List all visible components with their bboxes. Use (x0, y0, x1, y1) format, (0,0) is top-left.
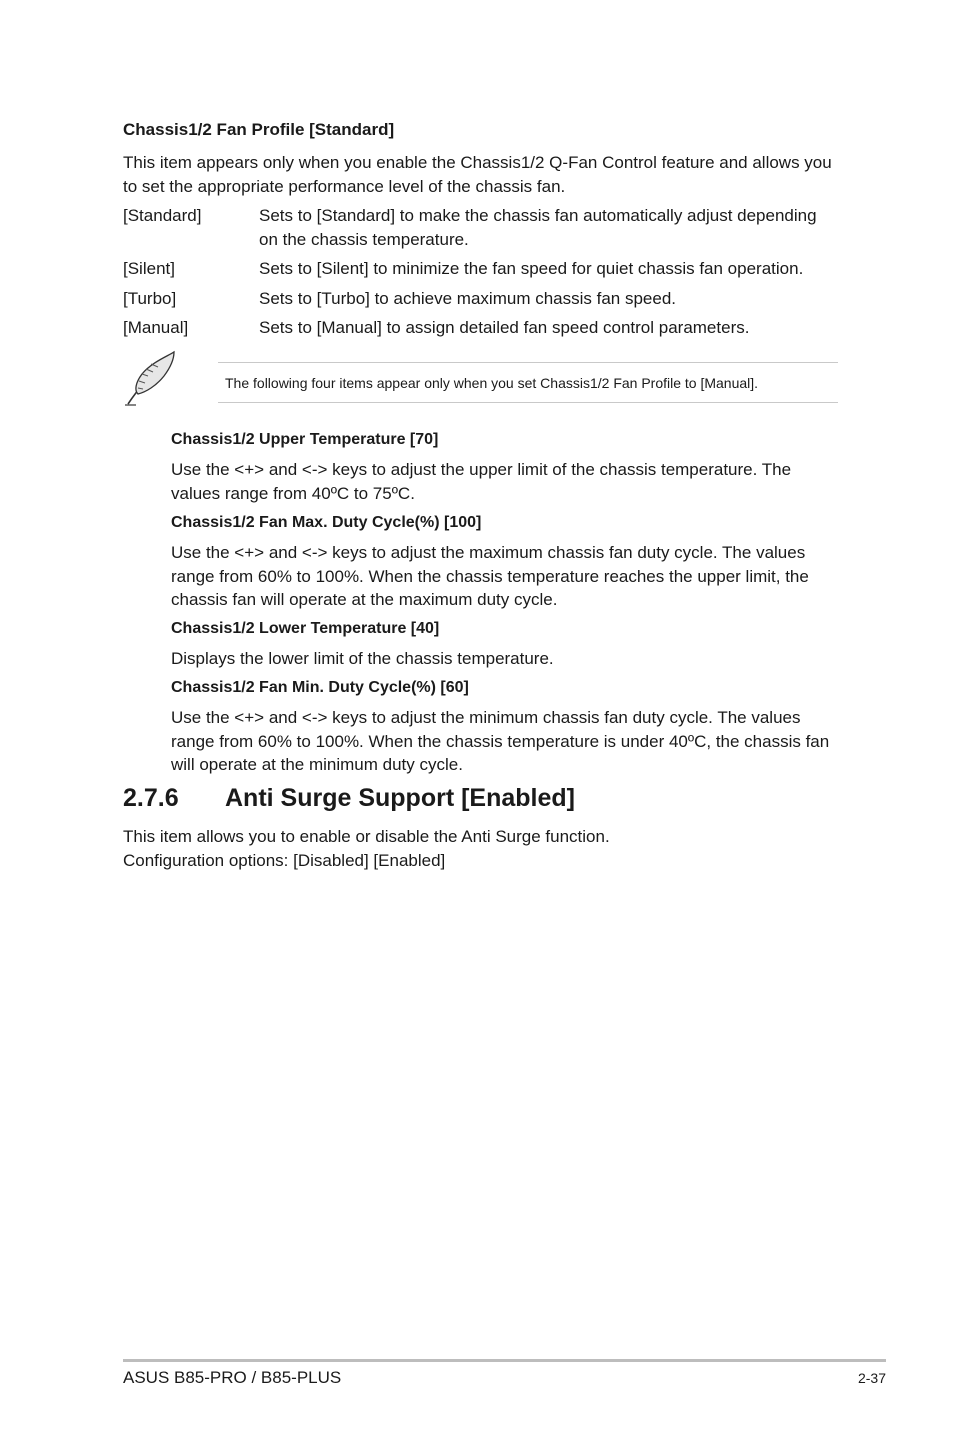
subitem-desc: Use the <+> and <-> keys to adjust the upper limit of the chassis temperature. The values range from 40ºC to 75ºC. (171, 460, 792, 503)
fan-profile-options (123, 204, 838, 346)
footer-rule (123, 1359, 886, 1362)
subitem-desc: Use the <+> and <-> keys to adjust the maximum chassis fan duty cycle. The values range from 60% to 100%. When the chassis temperature reaches the upper limit, the chassis fan will operate at the maximum duty cycle. (171, 543, 809, 609)
option-desc: Sets to [Turbo] to achieve maximum chassis fan speed. (259, 288, 677, 308)
subitem-desc: Displays the lower limit of the chassis temperature. (171, 649, 554, 668)
option-row-silent (123, 257, 838, 281)
option-row-standard (123, 204, 838, 251)
section-title: Anti Surge Support [Enabled] (225, 784, 575, 812)
option-desc: Sets to [Silent] to minimize the fan speed for quiet chassis fan operation. (259, 259, 804, 278)
footer-product: ASUS B85-PRO / B85-PLUS (123, 1368, 342, 1387)
subitem-fan-min-duty (171, 678, 838, 777)
option-row-manual (123, 316, 838, 340)
subitem-desc: Use the <+> and <-> keys to adjust the minimum chassis fan duty cycle. The values range from 60% to 100%. When the chassis temperature is under 40ºC, the chassis fan will operate at the minimum duty cycle. (171, 708, 830, 774)
option-key: [Manual] (123, 318, 189, 337)
option-key: [Standard] (123, 206, 202, 225)
note-bottom-rule (218, 402, 838, 403)
subitem-lower-temperature (171, 619, 838, 671)
section-number: 2.7.6 (123, 784, 179, 812)
subitem-title: Chassis1/2 Fan Max. Duty Cycle(%) [100] (171, 514, 482, 531)
anti-surge-body (123, 825, 838, 872)
subitem-fan-max-duty (171, 513, 838, 612)
subitem-upper-temperature (171, 430, 838, 505)
option-key: [Silent] (123, 259, 175, 278)
footer-page-number: 2-37 (857, 1370, 886, 1386)
subitem-title: Chassis1/2 Upper Temperature [70] (171, 431, 439, 448)
fan-profile-heading: Chassis1/2 Fan Profile [Standard] (123, 120, 395, 139)
subitem-title: Chassis1/2 Fan Min. Duty Cycle(%) [60] (171, 679, 469, 696)
fan-profile-description: This item appears only when you enable the Chassis1/2 Q-Fan Control feature and allows you to set the appropriate performance level of the chassis fan. (123, 153, 832, 196)
option-desc: Sets to [Standard] to make the chassis fan automatically adjust depending on the chassis temperature. (259, 206, 817, 249)
anti-surge-heading (123, 782, 575, 814)
option-desc: Sets to [Manual] to assign detailed fan speed control parameters. (259, 318, 750, 337)
option-row-turbo (123, 287, 838, 311)
anti-surge-line2: Configuration options: [Disabled] [Enabled] (123, 850, 446, 870)
option-key: [Turbo] (123, 288, 177, 308)
anti-surge-line1: This item allows you to enable or disable the Anti Surge function. (123, 827, 610, 846)
note-top-rule (218, 362, 838, 363)
feather-note-icon (122, 348, 180, 408)
subitem-title: Chassis1/2 Lower Temperature [40] (171, 620, 440, 637)
note-text: The following four items appear only when you set Chassis1/2 Fan Profile to [Manual]. (225, 375, 759, 391)
